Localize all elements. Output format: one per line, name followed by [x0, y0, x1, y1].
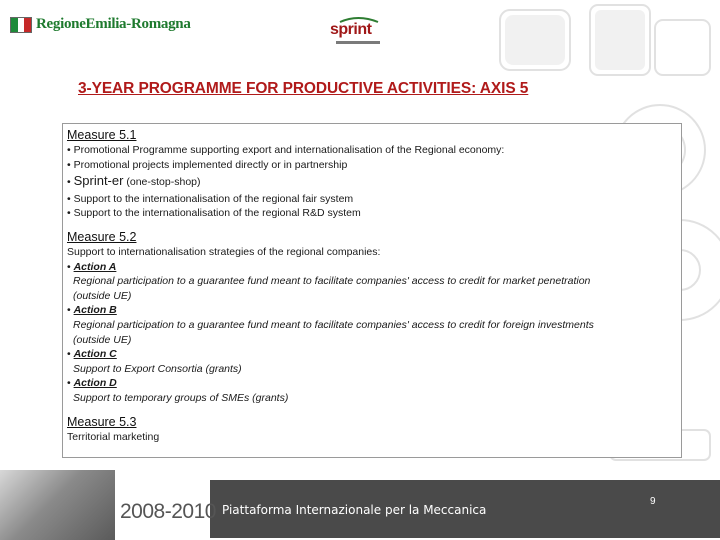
italian-flag-icon [10, 17, 32, 33]
measure-5-3 [67, 414, 677, 445]
bullet-suffix: (one-stop-shop) [123, 176, 201, 189]
action-description-cont: (outside UE) [73, 333, 132, 346]
page-number: 9 [650, 496, 656, 507]
measure-intro: Support to internationalisation strategies of the regional companies: [67, 245, 381, 258]
measure-text: Territorial marketing [67, 430, 160, 443]
measure-bullet: • Promotional projects implemented directly or in partnership [67, 158, 348, 171]
bullet: • [67, 304, 74, 317]
measure-bullet: • Promotional Programme supporting export and internationalisation of the Regional economy: [67, 144, 505, 156]
bullet: • [67, 377, 74, 390]
sprint-logo-underline [336, 41, 380, 44]
action-description: Regional participation to a guarantee fund meant to facilitate companies' access to credit for foreign investments [73, 318, 594, 331]
action-label: Action D [73, 377, 117, 390]
action-item [67, 260, 677, 304]
measure-bullet: • Support to the internationalisation of the regional R&D system [67, 207, 361, 220]
regione-emilia-romagna-logo [10, 16, 191, 33]
sprint-er-label: Sprint-er [73, 173, 124, 189]
action-label: Action A [73, 260, 117, 273]
action-label: Action C [73, 348, 117, 361]
action-item [67, 303, 677, 347]
measure-bullet-sprint-er [67, 174, 677, 190]
measure-title: Measure 5.1 [67, 128, 137, 142]
bullet: • [67, 260, 74, 273]
bullet-prefix: • [67, 176, 74, 189]
measure-bullet: • Support to the internationalisation of the regional fair system [67, 192, 354, 205]
content-box [62, 123, 682, 458]
measure-5-2 [67, 229, 677, 406]
footer [0, 470, 720, 540]
footer-platform-text: Piattaforma Internazionale per la Meccanica [222, 503, 487, 517]
measure-5-1 [67, 127, 677, 221]
slide-title: 3-YEAR PROGRAMME FOR PRODUCTIVE ACTIVITIES: AXIS 5 [78, 80, 529, 97]
action-label: Action B [73, 304, 117, 317]
sprint-logo-text: sprint [330, 21, 372, 38]
action-item [67, 376, 677, 405]
bullet: • [67, 348, 74, 361]
sprint-logo [330, 16, 386, 44]
action-description: Support to Export Consortia (grants) [73, 362, 242, 375]
measure-title: Measure 5.2 [67, 229, 137, 244]
header [0, 0, 720, 70]
region-logo-text: RegioneEmilia-Romagna [36, 16, 191, 32]
footer-mechanical-image [0, 470, 115, 540]
action-description-cont: (outside UE) [73, 289, 132, 302]
action-item [67, 347, 677, 376]
action-description: Regional participation to a guarantee fund meant to facilitate companies' access to credit for market penetration [73, 275, 591, 288]
action-description: Support to temporary groups of SMEs (grants) [73, 391, 289, 404]
footer-years: 2008-2010 [120, 500, 216, 523]
measure-title: Measure 5.3 [67, 414, 137, 429]
